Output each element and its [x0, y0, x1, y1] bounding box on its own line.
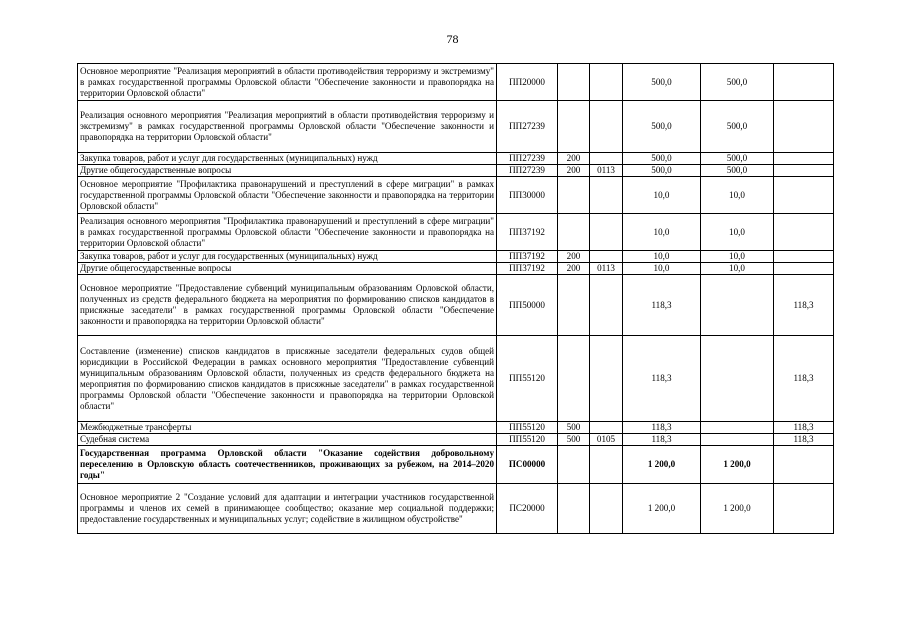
- federal-amount: [774, 263, 834, 275]
- federal-amount: [774, 177, 834, 214]
- row-description: Основное мероприятие "Предоставление субвенций муниципальным образованиям Орловской области, полученных из средств федерального бюджета на мероприятия по формированию списков кандидатов в присяжные заседатели" в рамках государственной программы Орловской области "Обеспечение законности и правопорядка на территории Орловской области": [78, 275, 497, 336]
- table-row: [78, 434, 834, 446]
- total-amount: 10,0: [623, 177, 701, 214]
- row-description: Основное мероприятие 2 "Создание условий для адаптации и интеграции участников государственной программы и членов их семей в принимающее сообщество; оказание мер социальной поддержки; предоставление государственных и муниципальных услуг; содействие в жилищном обустройстве": [78, 484, 497, 534]
- target-article-code: ПП20000: [497, 64, 558, 101]
- federal-amount: [774, 484, 834, 534]
- federal-amount: [774, 165, 834, 177]
- table-row: [78, 214, 834, 251]
- table-row: [78, 64, 834, 101]
- regional-amount: 500,0: [701, 64, 774, 101]
- expense-type-code: [558, 446, 590, 484]
- row-description: Реализация основного мероприятия "Профилактика правонарушений и преступлений в сфере миграции" в рамках государственной программы Орловской области "Обеспечение законности и правопорядка на территории Орловской области": [78, 214, 497, 251]
- page-number: 78: [446, 32, 459, 46]
- section-code: [590, 64, 623, 101]
- expense-type-code: 500: [558, 422, 590, 434]
- table-body: [78, 64, 834, 534]
- target-article-code: ПП27239: [497, 153, 558, 165]
- expense-type-code: [558, 484, 590, 534]
- table-row: [78, 177, 834, 214]
- total-amount: 118,3: [623, 422, 701, 434]
- federal-amount: 118,3: [774, 275, 834, 336]
- expense-type-code: 200: [558, 251, 590, 263]
- target-article-code: ПП37192: [497, 263, 558, 275]
- federal-amount: 118,3: [774, 336, 834, 422]
- row-description: Другие общегосударственные вопросы: [78, 263, 497, 275]
- section-code: [590, 214, 623, 251]
- federal-amount: [774, 64, 834, 101]
- table-row: [78, 484, 834, 534]
- target-article-code: ПП30000: [497, 177, 558, 214]
- expense-type-code: [558, 177, 590, 214]
- target-article-code: ПП55120: [497, 434, 558, 446]
- regional-amount: 10,0: [701, 251, 774, 263]
- regional-amount: [701, 422, 774, 434]
- regional-amount: 10,0: [701, 177, 774, 214]
- total-amount: 118,3: [623, 275, 701, 336]
- total-amount: 500,0: [623, 64, 701, 101]
- expense-type-code: 200: [558, 263, 590, 275]
- total-amount: 500,0: [623, 101, 701, 153]
- section-code: [590, 177, 623, 214]
- row-description: Составление (изменение) списков кандидатов в присяжные заседатели федеральных судов общей юрисдикции в Российской Федерации в рамках основного мероприятия "Предоставление субвенций муниципальным образованиям Орловской области, полученных из средств федерального бюджета на мероприятия по формированию списков кандидатов в присяжные заседатели" в рамках государственной программы Орловской области "Обеспечение законности и правопорядка на территории Орловской области": [78, 336, 497, 422]
- regional-amount: 1 200,0: [701, 446, 774, 484]
- federal-amount: [774, 446, 834, 484]
- table-row: [78, 153, 834, 165]
- regional-amount: [701, 434, 774, 446]
- expense-type-code: [558, 214, 590, 251]
- federal-amount: [774, 251, 834, 263]
- regional-amount: 500,0: [701, 101, 774, 153]
- target-article-code: ПП50000: [497, 275, 558, 336]
- table-row: [78, 165, 834, 177]
- expense-type-code: 200: [558, 153, 590, 165]
- section-code: [590, 251, 623, 263]
- section-code: [590, 422, 623, 434]
- regional-amount: [701, 275, 774, 336]
- table-row: [78, 263, 834, 275]
- regional-amount: 10,0: [701, 263, 774, 275]
- section-code: 0105: [590, 434, 623, 446]
- total-amount: 118,3: [623, 336, 701, 422]
- expense-type-code: 500: [558, 434, 590, 446]
- total-amount: 1 200,0: [623, 484, 701, 534]
- target-article-code: ПП27239: [497, 101, 558, 153]
- expense-type-code: [558, 101, 590, 153]
- table-row: [78, 275, 834, 336]
- expense-type-code: [558, 64, 590, 101]
- total-amount: 1 200,0: [623, 446, 701, 484]
- table-row: [78, 336, 834, 422]
- section-code: 0113: [590, 165, 623, 177]
- total-amount: 500,0: [623, 165, 701, 177]
- regional-amount: 500,0: [701, 153, 774, 165]
- target-article-code: ПС20000: [497, 484, 558, 534]
- row-description: Закупка товаров, работ и услуг для государственных (муниципальных) нужд: [78, 251, 497, 263]
- table-row: [78, 422, 834, 434]
- federal-amount: 118,3: [774, 422, 834, 434]
- section-code: [590, 484, 623, 534]
- budget-table: [77, 63, 834, 534]
- row-description: Судебная система: [78, 434, 497, 446]
- table-row: [78, 446, 834, 484]
- expense-type-code: [558, 275, 590, 336]
- section-code: [590, 446, 623, 484]
- regional-amount: 500,0: [701, 165, 774, 177]
- section-code: 0113: [590, 263, 623, 275]
- regional-amount: 1 200,0: [701, 484, 774, 534]
- target-article-code: ПП37192: [497, 251, 558, 263]
- total-amount: 10,0: [623, 214, 701, 251]
- row-description: Межбюджетные трансферты: [78, 422, 497, 434]
- expense-type-code: [558, 336, 590, 422]
- section-code: [590, 153, 623, 165]
- row-description: Реализация основного мероприятия "Реализация мероприятий в области противодействия терроризму и экстремизму" в рамках государственной программы Орловской области "Обеспечение законности и правопорядка на территории Орловской области": [78, 101, 497, 153]
- total-amount: 118,3: [623, 434, 701, 446]
- section-code: [590, 101, 623, 153]
- section-code: [590, 336, 623, 422]
- federal-amount: [774, 101, 834, 153]
- regional-amount: [701, 336, 774, 422]
- row-description: Основное мероприятие "Профилактика правонарушений и преступлений в сфере миграции" в рамках государственной программы Орловской области "Обеспечение законности и правопорядка на территории Орловской области": [78, 177, 497, 214]
- federal-amount: 118,3: [774, 434, 834, 446]
- total-amount: 10,0: [623, 263, 701, 275]
- target-article-code: ПП55120: [497, 336, 558, 422]
- expense-type-code: 200: [558, 165, 590, 177]
- row-description: Основное мероприятие "Реализация мероприятий в области противодействия терроризму и экстремизму" в рамках государственной программы Орловской области "Обеспечение законности и правопорядка на территории Орловской области": [78, 64, 497, 101]
- row-description: Государственная программа Орловской области "Оказание содействия добровольному переселению в Орловскую область соотечественников, проживающих за рубежом, на 2014–2020 годы": [78, 446, 497, 484]
- row-description: Другие общегосударственные вопросы: [78, 165, 497, 177]
- table-row: [78, 251, 834, 263]
- federal-amount: [774, 214, 834, 251]
- total-amount: 10,0: [623, 251, 701, 263]
- target-article-code: ПП55120: [497, 422, 558, 434]
- row-description: Закупка товаров, работ и услуг для государственных (муниципальных) нужд: [78, 153, 497, 165]
- regional-amount: 10,0: [701, 214, 774, 251]
- section-code: [590, 275, 623, 336]
- federal-amount: [774, 153, 834, 165]
- table-row: [78, 101, 834, 153]
- target-article-code: ПП37192: [497, 214, 558, 251]
- target-article-code: ПП27239: [497, 165, 558, 177]
- target-article-code: ПС00000: [497, 446, 558, 484]
- total-amount: 500,0: [623, 153, 701, 165]
